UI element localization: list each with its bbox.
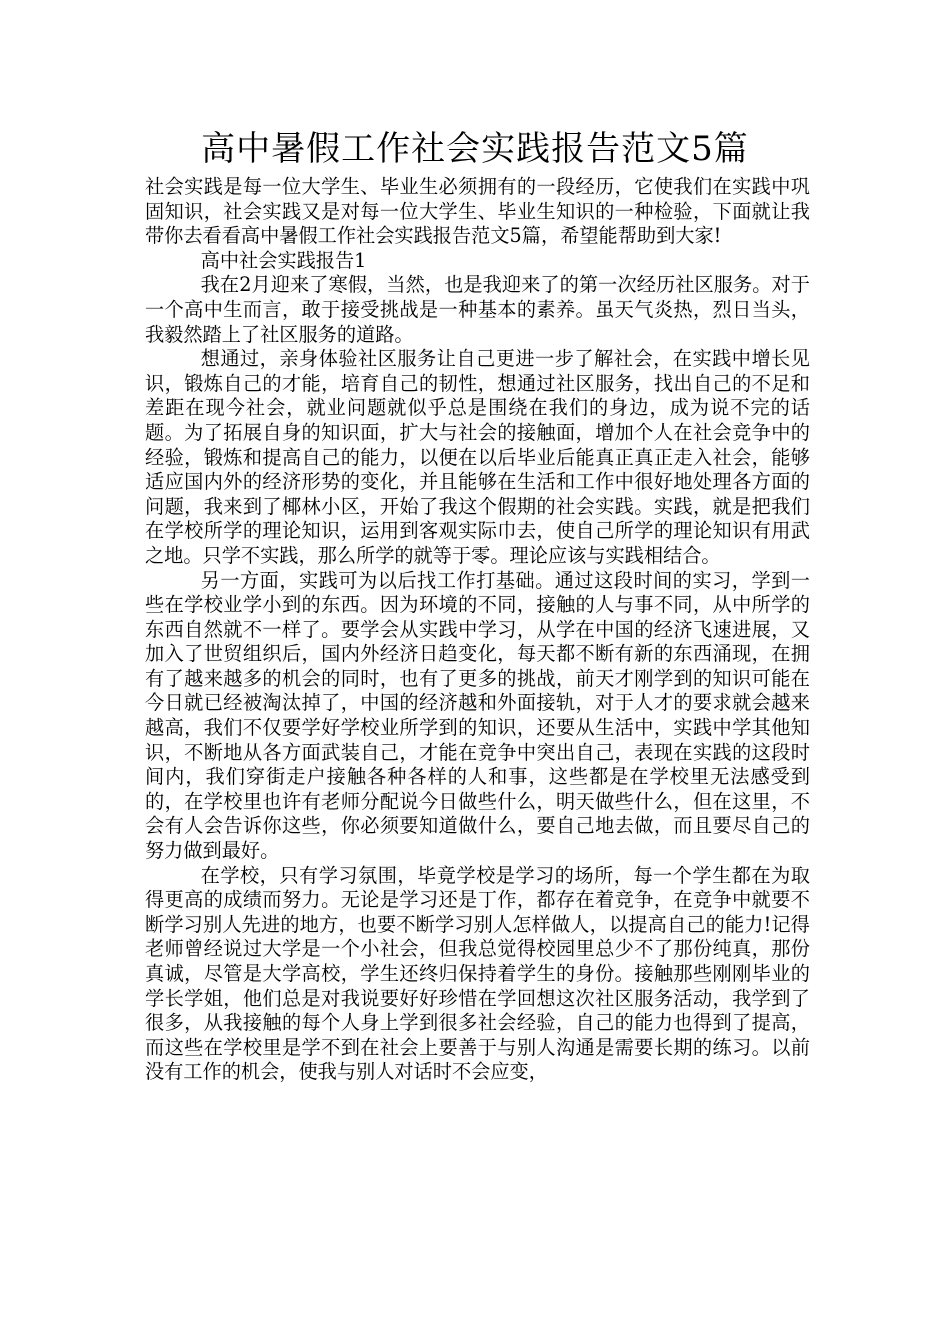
body-paragraph-2: 想通过，亲身体验社区服务让自己更进一步了解社会，在实践中增长见识，锻炼自己的才能，培育自己的韧性，想通过社区服务，找出自己的不足和差距在现今社会，就业问题就似乎总是围绕在我们的身边，成为说不完的话题。为了拓展自身的知识面，扩大与社会的接触面，增加个人在社会竞争中的经验，锻炼和提高自己的能力，以便在以后毕业后能真正真正走入社会，能够适应国内外的经济形势的变化，并且能够在生活和工作中很好地处理各方面的问题，我来到了椰林小区，开始了我这个假期的社会实践。实践，就是把我们在学校所学的理论知识，运用到客观实际巾去，使自己所学的理论知识有用武之地。只学不实践，那么所学的就等于零。理论应该与实践相结合。 — [145, 347, 810, 567]
document-body — [145, 175, 810, 1085]
intro-paragraph: 社会实践是每一位大学生、毕业生必须拥有的一段经历，它使我们在实践中巩固知识，社会实践又是对每一位大学生、毕业生知识的一种检验，下面就让我带你去看看高中暑假工作社会实践报告范文5篇，希望能帮助到大家! — [145, 175, 810, 248]
body-paragraph-3: 另一方面，实践可为以后找工作打基础。通过这段时间的实习，学到一些在学校业学小到的东西。因为环境的不同，接触的人与事不同，从中所学的东西自然就不一样了。要学会从实践中学习，从学在中国的经济飞速进展，又加入了世贸组织后，国内外经济日趋变化，每天都不断有新的东西涌现，在拥有了越来越多的机会的同时，也有了更多的挑战，前天才刚学到的知识可能在今日就已经被淘汰掉了，中国的经济越和外面接轨，对于人才的要求就会越来越高，我们不仅要学好学校业所学到的知识，还要从生活中，实践中学其他知识，不断地从各方面武装自己，才能在竞争中突出自己，表现在实践的这段时间内，我们穿街走户接触各种各样的人和事，这些都是在学校里无法感受到的，在学校里也许有老师分配说今日做些什么，明天做些什么，但在这里，不会有人会告诉你这些，你必须要知道做什么，要自己地去做，而且要尽自己的努力做到最好。 — [145, 568, 810, 863]
body-paragraph-1: 我在2月迎来了寒假，当然，也是我迎来了的第一次经历社区服务。对于一个高中生而言，敢于接受挑战是一种基本的素养。虽天气炎热，烈日当头，我毅然踏上了社区服务的道路。 — [145, 273, 810, 346]
section-heading: 高中社会实践报告1 — [200, 248, 367, 272]
body-paragraph-4: 在学校，只有学习氛围，毕竟学校是学习的场所，每一个学生都在为取得更高的成绩而努力。无论是学习还是丁作，都存在着竞争，在竞争中就要不断学习别人先进的地方，也要不断学习别人怎样做人，以提高自己的能力!记得老师曾经说过大学是一个小社会，但我总觉得校园里总少不了那份纯真，那份真诚，尽管是大学高校，学生还终归保持着学生的身份。接触那些刚刚毕业的学长学姐，他们总是对我说要好好珍惜在学回想这次社区服务活动，我学到了很多，从我接触的每个人身上学到很多社会经验，自己的能力也得到了提高，而这些在学校里是学不到在社会上要善于与别人沟通是需要长期的练习。以前没有工作的机会，使我与别人对话时不会应变， — [145, 863, 810, 1084]
document-title: 高中暑假工作社会实践报告范文5篇 — [201, 129, 749, 169]
